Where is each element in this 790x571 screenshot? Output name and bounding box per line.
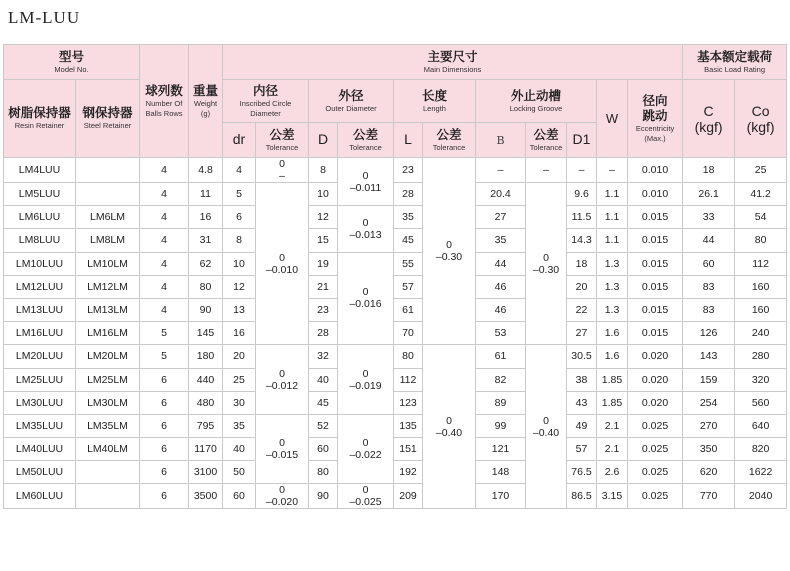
d-cell: 45 [309,391,338,414]
w-cell: 1.1 [597,206,628,229]
d1-cell: 57 [567,438,597,461]
d-tolerance-cell [338,206,394,252]
tolerance-upper: 0 [362,437,369,450]
b-cell: 148 [476,461,526,484]
dr-tolerance-cell [256,183,309,345]
b-tolerance-cell [526,345,567,509]
table-row [4,158,787,183]
tolerance-upper: 0 [446,414,452,427]
l-cell: 55 [394,252,423,275]
d1-cell: 14.3 [567,229,597,252]
l-cell: 61 [394,298,423,321]
steel-retainer-header: 钢保持器 Steel Retainer [76,80,140,158]
table-row [4,183,787,206]
co-cell: 320 [735,368,787,391]
co-cell: 2040 [735,484,787,509]
d-tolerance-cell [338,484,394,509]
weight-header: 重量 Weight (g) [189,45,223,158]
dr-cell: 60 [223,484,256,509]
co-cell: 54 [735,206,787,229]
balls-cell: 6 [140,438,189,461]
weight-cell: 480 [189,391,223,414]
d1-cell: 11.5 [567,206,597,229]
d-cell: 10 [309,183,338,206]
l-cell: 209 [394,484,423,509]
l-cell: 23 [394,158,423,183]
l-tolerance-cell [423,158,476,345]
resin-model-cell: LM8LUU [4,229,76,252]
main-dimensions-header: 主要尺寸 Main Dimensions [223,45,683,80]
l-cell: 70 [394,322,423,345]
balls-cell: 6 [140,391,189,414]
eccentricity-cell: 0.025 [628,438,683,461]
b-cell: 170 [476,484,526,509]
co-cell: 25 [735,158,787,183]
tolerance-lower: –0.022 [349,449,382,462]
resin-model-cell: LM30LUU [4,391,76,414]
d1-cell: 76.5 [567,461,597,484]
d1-cell: 27 [567,322,597,345]
resin-model-cell: LM35LUU [4,414,76,437]
co-cell: 1622 [735,461,787,484]
w-cell: 1.85 [597,368,628,391]
balls-cell: 6 [140,461,189,484]
document-title: LM-LUU [8,8,81,27]
l-cell: 45 [394,229,423,252]
l-cell: 112 [394,368,423,391]
l-header: L [394,123,423,158]
balls-cell: 5 [140,345,189,368]
resin-model-cell: LM60LUU [4,484,76,509]
resin-model-cell: LM6LUU [4,206,76,229]
model-header: 型号 Model No. [4,45,140,80]
eccentricity-cell: 0.015 [628,322,683,345]
d1-header: D1 [567,123,597,158]
weight-cell: 145 [189,322,223,345]
eccentricity-cell: 0.010 [628,183,683,206]
c-cell: 770 [683,484,735,509]
weight-cell: 1170 [189,438,223,461]
b-cell: 46 [476,275,526,298]
tolerance-upper: 0 [543,251,549,264]
steel-model-cell [76,183,140,206]
d-cell: 21 [309,275,338,298]
co-cell: 160 [735,298,787,321]
table-body [4,158,787,509]
tolerance-upper: 0 [279,484,285,497]
d1-cell: 49 [567,414,597,437]
co-cell: 280 [735,345,787,368]
table-row [4,229,787,252]
d-cell: 32 [309,345,338,368]
eccentricity-cell: 0.020 [628,368,683,391]
tolerance-lower: –0.40 [532,426,560,439]
header-row-2 [4,80,787,123]
w-cell: 1.85 [597,391,628,414]
eccentricity-cell: 0.025 [628,484,683,509]
d-tolerance-cell [338,414,394,484]
tolerance-lower: – [279,170,285,182]
co-cell: 160 [735,275,787,298]
co-cell: 240 [735,322,787,345]
co-cell: 640 [735,414,787,437]
b-cell: 27 [476,206,526,229]
c-cell: 44 [683,229,735,252]
tolerance-upper: 0 [362,367,369,380]
tolerance-lower: –0.013 [349,228,382,241]
eccentricity-cell: 0.015 [628,275,683,298]
c-cell: 33 [683,206,735,229]
steel-model-cell: LM30LM [76,391,140,414]
table-row [4,391,787,414]
dr-cell: 50 [223,461,256,484]
dr-cell: 8 [223,229,256,252]
table-row [4,252,787,275]
balls-cell: 4 [140,206,189,229]
tolerance-lower: –0.025 [349,496,382,509]
b-cell: 44 [476,252,526,275]
d-cell: 90 [309,484,338,509]
l-cell: 151 [394,438,423,461]
steel-model-cell: LM12LM [76,275,140,298]
c-cell: 60 [683,252,735,275]
d-tolerance-header: 公差 Tolerance [338,123,394,158]
tolerance-upper: 0 [362,216,369,229]
table-row [4,461,787,484]
eccentricity-cell: 0.015 [628,229,683,252]
dr-cell: 4 [223,158,256,183]
l-cell: 135 [394,414,423,437]
d1-cell: 30.5 [567,345,597,368]
b-cell: 99 [476,414,526,437]
b-cell: 46 [476,298,526,321]
tolerance-lower: –0.40 [435,426,463,439]
c-cell: 159 [683,368,735,391]
d-cell: 28 [309,322,338,345]
dr-cell: 10 [223,252,256,275]
weight-cell: 795 [189,414,223,437]
w-cell: 1.6 [597,345,628,368]
table-row [4,414,787,437]
balls-cell: 6 [140,414,189,437]
balls-cell: 4 [140,298,189,321]
steel-model-cell: LM16LM [76,322,140,345]
tolerance-upper: 0 [279,437,285,450]
balls-cell: 6 [140,484,189,509]
l-tolerance-header: 公差 Tolerance [423,123,476,158]
steel-model-cell: LM8LM [76,229,140,252]
w-cell: – [597,158,628,183]
w-cell: 2.1 [597,414,628,437]
d-tolerance-cell [338,252,394,345]
d-tolerance-cell [338,158,394,206]
d1-cell: 22 [567,298,597,321]
balls-cell: 4 [140,275,189,298]
weight-cell: 440 [189,368,223,391]
tolerance-lower: –0.015 [265,449,299,462]
b-cell: 20.4 [476,183,526,206]
l-cell: 57 [394,275,423,298]
c-cell: 126 [683,322,735,345]
resin-model-cell: LM50LUU [4,461,76,484]
d-cell: 23 [309,298,338,321]
eccentricity-cell: 0.020 [628,391,683,414]
b-cell: 53 [476,322,526,345]
dr-header: dr [223,123,256,158]
resin-model-cell: LM12LUU [4,275,76,298]
tolerance-upper: 0 [279,367,285,380]
co-cell: 820 [735,438,787,461]
weight-cell: 31 [189,229,223,252]
b-cell: 89 [476,391,526,414]
b-cell: 61 [476,345,526,368]
balls-header: 球列数 Number Of Balls Rows [140,45,189,158]
tolerance-upper: 0 [362,169,369,182]
co-header: Co (kgf) [735,80,787,158]
table-row [4,484,787,509]
d1-cell: 38 [567,368,597,391]
dr-cell: 12 [223,275,256,298]
c-cell: 620 [683,461,735,484]
table-row [4,322,787,345]
steel-model-cell: LM40LM [76,438,140,461]
d-cell: 40 [309,368,338,391]
w-cell: 1.3 [597,252,628,275]
resin-model-cell: LM13LUU [4,298,76,321]
header-row-1 [4,45,787,80]
co-cell: 112 [735,252,787,275]
d1-cell: – [567,158,597,183]
eccentricity-cell: 0.015 [628,252,683,275]
steel-model-cell: LM13LM [76,298,140,321]
outer-diameter-header: 外径 Outer Diameter [309,80,394,123]
weight-cell: 16 [189,206,223,229]
eccentricity-header: 径向 跳动 Eccentricity (Max.) [628,80,683,158]
l-cell: 35 [394,206,423,229]
l-cell: 28 [394,183,423,206]
table-row [4,438,787,461]
w-cell: 1.3 [597,275,628,298]
tolerance-lower: –0.010 [265,263,299,276]
weight-cell: 3100 [189,461,223,484]
l-cell: 123 [394,391,423,414]
b-tolerance-header: 公差 Tolerance [526,123,567,158]
b-tolerance-cell [526,158,567,183]
c-header: C (kgf) [683,80,735,158]
eccentricity-cell: 0.025 [628,414,683,437]
dr-cell: 13 [223,298,256,321]
dr-cell: 16 [223,322,256,345]
w-cell: 2.6 [597,461,628,484]
co-cell: 41.2 [735,183,787,206]
dr-cell: 5 [223,183,256,206]
tolerance-upper: 0 [362,286,369,299]
tolerance-lower: –0.016 [349,298,382,311]
co-cell: 560 [735,391,787,414]
weight-cell: 90 [189,298,223,321]
resin-model-cell: LM40LUU [4,438,76,461]
inner-diameter-header: 内径 Inscribed Circle Diameter [223,80,309,123]
table-row [4,298,787,321]
d-cell: 12 [309,206,338,229]
d-cell: 80 [309,461,338,484]
steel-model-cell: LM35LM [76,414,140,437]
resin-model-cell: LM4LUU [4,158,76,183]
tolerance-lower: –0.30 [532,263,560,276]
w-cell: 1.6 [597,322,628,345]
weight-cell: 4.8 [189,158,223,183]
table-row [4,275,787,298]
resin-retainer-header: 树脂保持器 Resin Retainer [4,80,76,158]
d-header: D [309,123,338,158]
d-cell: 19 [309,252,338,275]
co-cell: 80 [735,229,787,252]
eccentricity-cell: 0.025 [628,461,683,484]
steel-model-cell: LM20LM [76,345,140,368]
c-cell: 83 [683,275,735,298]
l-cell: 192 [394,461,423,484]
b-cell: 82 [476,368,526,391]
resin-model-cell: LM16LUU [4,322,76,345]
resin-model-cell: LM10LUU [4,252,76,275]
d1-cell: 86.5 [567,484,597,509]
balls-cell: 4 [140,183,189,206]
dr-cell: 25 [223,368,256,391]
dr-cell: 20 [223,345,256,368]
steel-model-cell [76,158,140,183]
steel-model-cell: LM6LM [76,206,140,229]
weight-cell: 80 [189,275,223,298]
eccentricity-cell: 0.020 [628,345,683,368]
c-cell: 143 [683,345,735,368]
l-cell: 80 [394,345,423,368]
w-cell: 1.1 [597,229,628,252]
dr-tolerance-cell [256,484,309,509]
eccentricity-cell: 0.015 [628,298,683,321]
balls-cell: 5 [140,322,189,345]
d-cell: 60 [309,438,338,461]
dr-tolerance-header: 公差 Tolerance [256,123,309,158]
table-row [4,368,787,391]
b-cell: 121 [476,438,526,461]
balls-cell: 4 [140,252,189,275]
weight-cell: 11 [189,183,223,206]
d-cell: 15 [309,229,338,252]
dr-cell: 30 [223,391,256,414]
b-tolerance-cell [526,183,567,345]
d1-cell: 43 [567,391,597,414]
w-header: W [597,80,628,158]
d1-cell: 18 [567,252,597,275]
c-cell: 254 [683,391,735,414]
tolerance-upper: – [543,164,549,176]
specification-table [3,44,787,509]
dr-tolerance-cell [256,158,309,183]
eccentricity-cell: 0.015 [628,206,683,229]
c-cell: 18 [683,158,735,183]
w-cell: 3.15 [597,484,628,509]
load-rating-header: 基本额定载荷 Basic Load Rating [683,45,787,80]
balls-cell: 4 [140,229,189,252]
weight-cell: 180 [189,345,223,368]
resin-model-cell: LM25LUU [4,368,76,391]
b-header: B [476,123,526,158]
c-cell: 350 [683,438,735,461]
c-cell: 83 [683,298,735,321]
balls-cell: 4 [140,158,189,183]
dr-tolerance-cell [256,345,309,415]
d-tolerance-cell [338,345,394,415]
eccentricity-cell: 0.010 [628,158,683,183]
b-cell: – [476,158,526,183]
tolerance-upper: 0 [543,414,549,427]
steel-model-cell: LM25LM [76,368,140,391]
tolerance-upper: 0 [279,251,285,264]
l-tolerance-cell [423,345,476,509]
tolerance-lower: –0.011 [349,181,382,194]
tolerance-lower: –0.020 [265,496,299,509]
dr-cell: 40 [223,438,256,461]
table-row [4,206,787,229]
balls-cell: 6 [140,368,189,391]
c-cell: 26.1 [683,183,735,206]
d-cell: 8 [309,158,338,183]
steel-model-cell [76,461,140,484]
dr-tolerance-cell [256,414,309,484]
tolerance-upper: 0 [279,158,285,170]
length-header: 长度 Length [394,80,476,123]
d1-cell: 9.6 [567,183,597,206]
locking-groove-header: 外止动槽 Locking Groove [476,80,597,123]
resin-model-cell: LM20LUU [4,345,76,368]
steel-model-cell [76,484,140,509]
table-row [4,345,787,368]
w-cell: 2.1 [597,438,628,461]
dr-cell: 35 [223,414,256,437]
resin-model-cell: LM5LUU [4,183,76,206]
w-cell: 1.3 [597,298,628,321]
tolerance-lower: –0.30 [435,251,463,264]
w-cell: 1.1 [597,183,628,206]
tolerance-upper: 0 [446,239,452,252]
weight-cell: 62 [189,252,223,275]
c-cell: 270 [683,414,735,437]
d1-cell: 20 [567,275,597,298]
steel-model-cell: LM10LM [76,252,140,275]
dr-cell: 6 [223,206,256,229]
b-cell: 35 [476,229,526,252]
d-cell: 52 [309,414,338,437]
weight-cell: 3500 [189,484,223,509]
tolerance-upper: 0 [362,484,369,497]
tolerance-lower: –0.012 [265,379,299,392]
tolerance-lower: –0.019 [349,379,382,392]
